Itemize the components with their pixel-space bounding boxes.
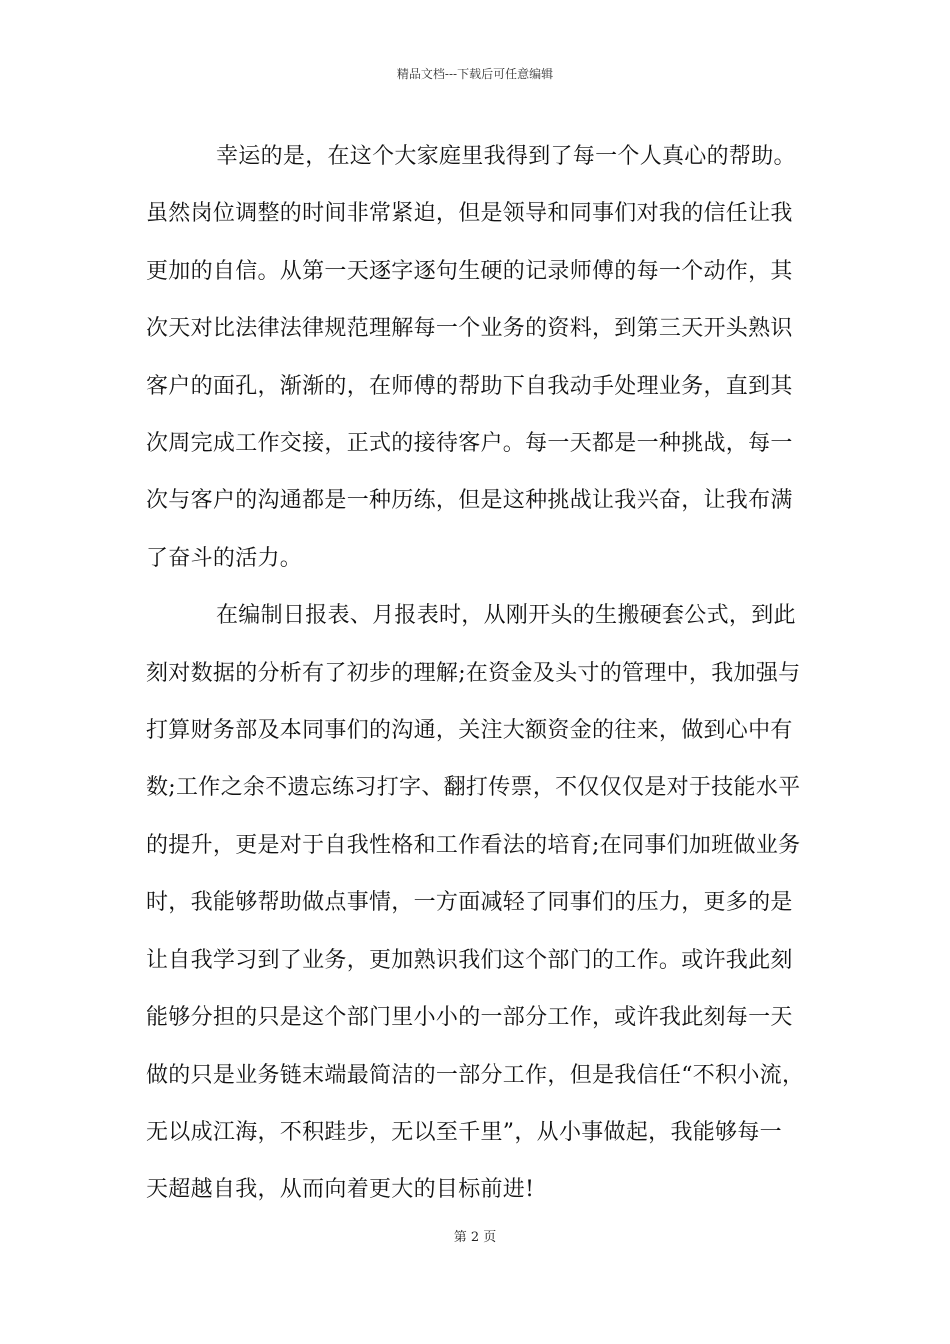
text-line: 让自我学习到了业务，更加熟识我们这个部门的工作。或许我此刻 <box>146 947 793 973</box>
text-line: 能够分担的只是这个部门里小小的一部分工作，或许我此刻每一天 <box>146 1005 793 1031</box>
text-line: 刻对数据的分析有了初步的理解;在资金及头寸的管理中，我加强与 <box>146 660 801 686</box>
text-line: 客户的面孔，渐渐的，在师傅的帮助下自我动手处理业务，直到其 <box>146 373 793 399</box>
text-line: 无以成江海，不积跬步，无以至千里”，从小事做起，我能够每一 <box>146 1119 782 1145</box>
paragraph-1 <box>146 128 836 587</box>
text-line: 更加的自信。从第一天逐字逐句生硬的记录师傅的每一个动作，其 <box>146 258 793 284</box>
paragraph-2 <box>146 587 836 1218</box>
document-body <box>146 128 836 1219</box>
text-line: 次周完成工作交接，正式的接待客户。每一天都是一种挑战，每一 <box>146 431 793 457</box>
text-line: 打算财务部及本同事们的沟通，关注大额资金的往来，做到心中有 <box>146 718 793 744</box>
text-line: 在编制日报表、月报表时，从刚开头的生搬硬套公式，到此 <box>216 603 796 629</box>
page-number: 第 2 页 <box>453 1230 497 1245</box>
text-line: 天超越自我，从而向着更大的目标前进! <box>146 1177 535 1203</box>
page-header: 精品文档---下载后可任意编辑 <box>396 67 554 81</box>
text-line: 的提升，更是对于自我性格和工作看法的培育;在同事们加班做业务 <box>146 832 801 858</box>
text-line: 次天对比法律法律规范理解每一个业务的资料，到第三天开头熟识 <box>146 316 793 342</box>
text-line: 时，我能够帮助做点事情，一方面减轻了同事们的压力，更多的是 <box>146 890 793 916</box>
text-line: 幸运的是，在这个大家庭里我得到了每一个人真心的帮助。 <box>216 144 796 169</box>
text-line: 了奋斗的活力。 <box>146 545 303 571</box>
text-line: 虽然岗位调整的时间非常紧迫，但是领导和同事们对我的信任让我 <box>146 201 793 227</box>
text-line: 做的只是业务链末端最简洁的一部分工作，但是我信任“不积小流， <box>146 1062 805 1088</box>
text-line: 数;工作之余不遗忘练习打字、翻打传票，不仅仅仅是对于技能水平 <box>146 775 801 801</box>
text-line: 次与客户的沟通都是一种历练，但是这种挑战让我兴奋，让我布满 <box>146 488 793 514</box>
